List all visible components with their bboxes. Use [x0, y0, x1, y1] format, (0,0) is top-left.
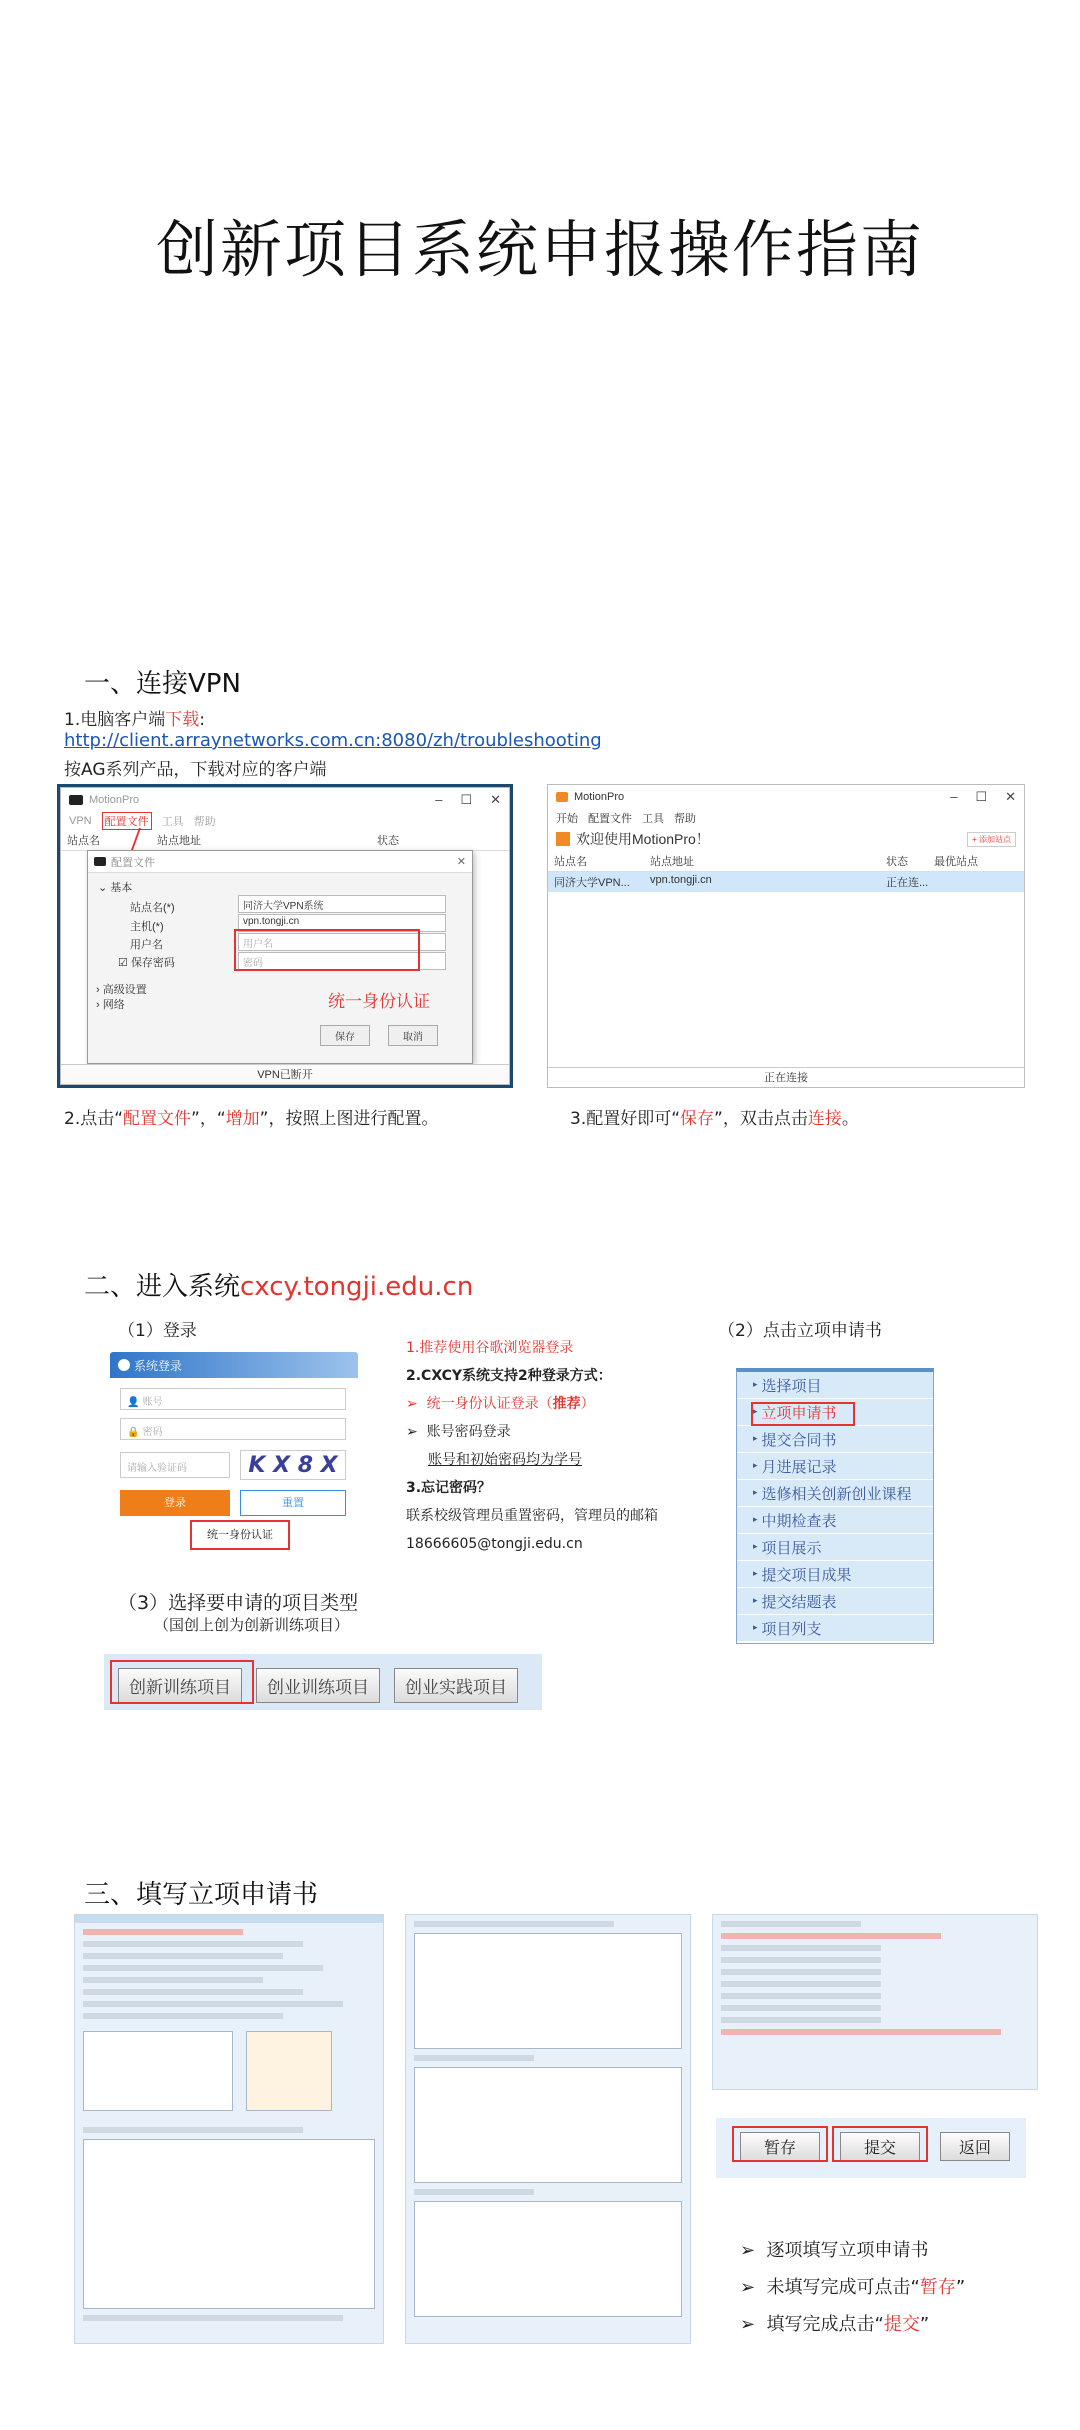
menu-item[interactable] — [737, 1534, 933, 1561]
form-line — [83, 2013, 283, 2019]
form-line — [83, 2001, 343, 2007]
cap2-c: ”，“ — [191, 1109, 226, 1129]
menu-item[interactable] — [737, 1588, 933, 1615]
menu-config[interactable]: 配置文件 — [102, 812, 152, 830]
close-icon[interactable]: ✕ — [1005, 789, 1016, 804]
menu-item-label: 立项申请书 — [761, 1403, 837, 1422]
login-panel — [110, 1352, 358, 1542]
note-account-text: 账号密码登录 — [426, 1424, 511, 1440]
menu-item-label: 中期检查表 — [761, 1511, 837, 1530]
dialog-titlebar — [88, 851, 472, 873]
note-unified-close: ） — [580, 1396, 595, 1412]
instruction-fill-text: 逐项填写立项申请书 — [766, 2240, 929, 2261]
unified-auth-button[interactable]: 统一身份认证 — [190, 1520, 290, 1550]
lock-icon: 🔒 — [127, 1427, 140, 1438]
submit-highlight — [832, 2126, 928, 2162]
caret-right-icon: ▸ — [753, 1569, 758, 1579]
form-line — [83, 2315, 343, 2321]
chevron-down-icon[interactable]: ⌄ — [98, 882, 108, 894]
download-colon: : — [199, 710, 205, 730]
menu-start[interactable]: 开始 — [556, 813, 578, 825]
col-site-address: 站点地址 — [157, 835, 201, 847]
menu-item-label: 项目列支 — [761, 1619, 822, 1638]
section1-heading: 一、连接VPN — [84, 669, 241, 699]
admin-email: 18666605@tongji.edu.cn — [406, 1536, 583, 1552]
caret-right-icon: ▸ — [753, 1515, 758, 1525]
form-line — [83, 1989, 303, 1995]
form-line — [83, 1953, 283, 1959]
dialog-cancel-button[interactable]: 取消 — [388, 1025, 438, 1046]
type-step-label: （3）选择要申请的项目类型 — [118, 1592, 359, 1614]
download-prefix: 1.电脑客户端 — [64, 710, 166, 730]
save-password-row — [118, 954, 175, 970]
captcha-input[interactable]: 请输入验证码 — [120, 1452, 230, 1478]
username-label: 用户名 — [130, 939, 163, 951]
window-controls — [435, 792, 501, 808]
caption-step2 — [64, 1104, 438, 1129]
menu-item[interactable] — [737, 1561, 933, 1588]
instruction-submit: ➢ 填写完成点击“提交” — [740, 2314, 930, 2335]
advanced-group[interactable]: › 高级设置 — [96, 984, 147, 996]
maximize-icon[interactable]: ☐ — [975, 789, 988, 804]
note-initial-password: 账号和初始密码均为学号 — [428, 1452, 582, 1468]
col-best-site: 最优站点 — [934, 856, 978, 868]
caret-right-icon: ▸ — [753, 1434, 758, 1444]
form-line — [721, 1945, 881, 1951]
menu-tools[interactable]: 工具 — [161, 816, 184, 828]
instruction-save-close: ” — [955, 2277, 966, 2298]
note-recommended: 推荐 — [552, 1396, 581, 1412]
window-controls — [950, 789, 1016, 805]
cap3-e: 。 — [841, 1109, 859, 1129]
minimize-icon[interactable]: – — [950, 789, 958, 804]
save-password-label: 保存密码 — [130, 957, 175, 969]
cap3-a: 3.配置好即可“ — [570, 1109, 681, 1129]
welcome-bar — [548, 827, 1024, 851]
form-line — [83, 1965, 323, 1971]
instruction-fill: ➢ 逐项填写立项申请书 — [740, 2240, 929, 2261]
row-site-name: 同济大学VPN... — [554, 877, 630, 889]
menu-item-label: 提交合同书 — [761, 1430, 837, 1449]
form-line — [414, 1921, 614, 1927]
save-draft-button[interactable]: 暂存 — [740, 2132, 820, 2161]
menu-item-label: 选修相关创新创业课程 — [761, 1484, 912, 1503]
menu-item-label: 项目展示 — [761, 1538, 822, 1557]
caret-right-icon: ▸ — [753, 1380, 758, 1390]
form-line — [721, 1921, 861, 1927]
login-button[interactable]: 登录 — [120, 1490, 230, 1516]
menu-item[interactable] — [737, 1426, 933, 1453]
rich-text-editor-2[interactable] — [414, 2067, 682, 2183]
cap3-connect: 连接 — [807, 1109, 842, 1129]
menu-item[interactable] — [737, 1615, 933, 1642]
username-field[interactable]: 用户名 — [238, 933, 446, 951]
advanced-label: 高级设置 — [102, 984, 147, 996]
caret-right-icon: ▸ — [753, 1488, 758, 1498]
row-site-address: vpn.tongji.cn — [650, 874, 712, 886]
site-table-header — [548, 851, 1024, 872]
note-unified-login: ➢ 统一身份认证登录（推荐） — [406, 1396, 595, 1412]
vpn-config-screenshot — [57, 784, 513, 1088]
welcome-text: 欢迎使用MotionPro！ — [576, 831, 710, 847]
note-forgot-password: 3.忘记密码？ — [406, 1480, 492, 1496]
app-name: MotionPro — [89, 794, 140, 806]
menu-vpn[interactable]: VPN — [69, 815, 92, 827]
form-screenshot-budget — [712, 1914, 1038, 2090]
basic-group — [98, 879, 462, 895]
menu-item-label: 月进展记录 — [761, 1457, 837, 1476]
instruction-save: ➢ 未填写完成可点击“暂存” — [740, 2277, 966, 2298]
reset-button[interactable]: 重置 — [240, 1490, 346, 1516]
minimize-icon[interactable]: – — [435, 792, 443, 807]
section2-heading — [84, 1266, 473, 1303]
table-row[interactable] — [548, 872, 1024, 892]
document-title: 创新项目系统申报操作指南 — [155, 213, 924, 286]
member-note-box — [246, 2031, 332, 2111]
entrepreneurship-practice-button[interactable]: 创业实践项目 — [394, 1668, 518, 1703]
status-bar: 正在连接 — [548, 1067, 1024, 1087]
motionpro-window — [60, 787, 510, 1085]
form-warning-line — [721, 1933, 941, 1939]
form-line — [83, 1941, 303, 1947]
login-notes — [406, 1334, 658, 1558]
form-screenshot-basic-info — [74, 1914, 384, 2344]
row-status: 正在连... — [886, 877, 929, 889]
download-line — [64, 705, 205, 730]
section2-heading-text: 二、进入系统 — [84, 1272, 241, 1302]
note-account-login: ➢ 账号密码登录 — [406, 1424, 511, 1440]
unified-auth-highlight — [234, 929, 420, 971]
cap3-save: 保存 — [680, 1109, 715, 1129]
dialog-icon — [94, 857, 106, 866]
caret-right-icon: ▸ — [753, 1407, 758, 1417]
col-status: 状态 — [886, 856, 908, 868]
password-placeholder: 密码 — [142, 1427, 163, 1438]
app-name: MotionPro — [574, 791, 625, 803]
menubar — [548, 809, 1024, 827]
instruction-save-word: 暂存 — [919, 2277, 956, 2298]
col-status: 状态 — [377, 835, 399, 847]
caret-right-icon: ▸ — [753, 1461, 758, 1471]
network-label: 网络 — [102, 999, 125, 1011]
form-line — [721, 1993, 881, 1999]
download-instruction: 按AG系列产品，下载对应的客户端 — [64, 760, 327, 780]
dialog-close-icon[interactable]: ✕ — [456, 856, 466, 868]
project-nav-menu — [736, 1368, 934, 1644]
host-field[interactable]: vpn.tongji.cn — [238, 914, 446, 932]
site-table-header — [61, 830, 509, 851]
menu-item[interactable] — [737, 1453, 933, 1480]
user-icon: 👤 — [127, 1397, 140, 1408]
caret-right-icon: ▸ — [753, 1623, 758, 1633]
menu-item-label: 选择项目 — [761, 1376, 822, 1395]
add-site-button[interactable]: + 添加站点 — [967, 832, 1016, 847]
section3-heading: 三、填写立项申请书 — [84, 1880, 319, 1910]
col-site-name: 站点名 — [67, 835, 100, 847]
submit-button[interactable]: 提交 — [840, 2132, 920, 2161]
form-warning-line — [83, 1929, 243, 1935]
entrepreneurship-training-button[interactable]: 创业训练项目 — [256, 1668, 380, 1703]
cap3-c: ”，双击点击 — [714, 1109, 808, 1129]
captcha-image[interactable]: K X 8 X — [240, 1450, 346, 1480]
innovation-training-button[interactable]: 创新训练项目 — [118, 1668, 242, 1703]
login-step-label: （1）登录 — [118, 1321, 197, 1341]
note-browser: 1.推荐使用谷歌浏览器登录 — [406, 1340, 574, 1356]
type-step-note: （国创上创为创新训练项目） — [154, 1616, 350, 1634]
app-icon — [69, 795, 83, 805]
col-site-name: 站点名 — [554, 856, 587, 868]
form-header-bar — [75, 1915, 383, 1923]
site-name-label: 站点名(*) — [130, 902, 175, 914]
network-group[interactable]: › 网络 — [96, 999, 125, 1011]
form-line — [83, 1977, 263, 1983]
checkbox-checked-icon[interactable]: ☑ — [118, 957, 128, 969]
menu-help[interactable]: 帮助 — [674, 813, 696, 825]
password-field[interactable]: 密码 — [238, 952, 446, 970]
titlebar — [61, 788, 509, 812]
dialog-title: 配置文件 — [111, 856, 155, 869]
cap2-add: 增加 — [225, 1109, 260, 1129]
welcome-icon — [556, 832, 570, 846]
form-warning-line — [721, 2029, 1001, 2035]
titlebar — [548, 785, 1024, 809]
innovation-highlight — [110, 1660, 254, 1704]
note-contact-admin: 联系校级管理员重置密码，管理员的邮箱 — [406, 1508, 658, 1524]
system-url[interactable]: cxcy.tongji.edu.cn — [240, 1272, 474, 1302]
instruction-submit-word: 提交 — [883, 2314, 920, 2335]
login-panel-title: 系统登录 — [134, 1358, 183, 1373]
unified-auth-annotation: 统一身份认证 — [328, 992, 430, 1012]
form-screenshot-editors — [405, 1914, 691, 2344]
status-bar: VPN已断开 — [61, 1064, 509, 1084]
project-type-bar — [104, 1654, 542, 1710]
menubar — [61, 812, 509, 830]
apply-item-highlight — [751, 1402, 855, 1426]
instruction-submit-close: ” — [919, 2314, 930, 2335]
cap2-a: 2.点击“ — [64, 1109, 124, 1129]
cap2-config: 配置文件 — [123, 1109, 192, 1129]
caption-step3 — [570, 1104, 859, 1129]
password-input[interactable] — [120, 1418, 346, 1440]
instruction-save-text: 未填写完成可点击“ — [766, 2277, 920, 2298]
account-placeholder: 账号 — [142, 1397, 163, 1408]
config-dialog — [87, 850, 473, 1064]
vpn-connect-screenshot — [547, 784, 1025, 1088]
login-panel-header — [110, 1352, 358, 1378]
download-word: 下载 — [165, 710, 200, 730]
dialog-save-button[interactable]: 保存 — [320, 1025, 370, 1046]
site-name-field[interactable]: 同济大学VPN系统 — [238, 895, 446, 913]
menu-config[interactable]: 配置文件 — [588, 813, 632, 825]
form-line — [414, 2189, 534, 2195]
caret-right-icon: ▸ — [753, 1596, 758, 1606]
menu-item[interactable] — [737, 1480, 933, 1507]
menu-item-label: 提交结题表 — [761, 1592, 837, 1611]
rich-text-editor-1[interactable] — [414, 1933, 682, 2049]
menu-item[interactable] — [737, 1372, 933, 1399]
project-intro-editor[interactable] — [83, 2139, 375, 2309]
note-unified-text: 统一身份认证登录（ — [426, 1396, 553, 1412]
basic-group-label: 基本 — [110, 882, 133, 894]
menu-help[interactable]: 帮助 — [193, 816, 216, 828]
instruction-submit-text: 填写完成点击“ — [766, 2314, 884, 2335]
form-action-bar — [716, 2118, 1026, 2178]
form-line — [721, 2005, 881, 2011]
note-login-methods: 2.CXCY系统支持2种登录方式： — [406, 1368, 612, 1384]
rich-text-editor-3[interactable] — [414, 2201, 682, 2317]
client-download-link[interactable]: http://client.arraynetworks.com.cn:8080/zh/troubleshooting — [64, 730, 602, 751]
save-highlight — [732, 2126, 828, 2162]
caret-right-icon: ▸ — [753, 1542, 758, 1552]
apply-step-label: （2）点击立项申请书 — [718, 1321, 882, 1341]
form-line — [721, 1981, 881, 1987]
menu-item-label: 提交项目成果 — [761, 1565, 852, 1584]
menu-tools[interactable]: 工具 — [642, 813, 664, 825]
form-line — [721, 2017, 881, 2023]
maximize-icon[interactable]: ☐ — [460, 792, 473, 807]
close-icon[interactable]: ✕ — [490, 792, 501, 807]
member-list-box[interactable] — [83, 2031, 233, 2111]
col-site-address: 站点地址 — [650, 856, 694, 868]
info-icon — [118, 1359, 130, 1371]
login-form — [110, 1378, 358, 1542]
section3-instructions — [740, 2232, 965, 2343]
host-label: 主机(*) — [130, 921, 164, 933]
form-line — [721, 1957, 881, 1963]
form-line — [721, 1969, 881, 1975]
cap2-e: ”，按照上图进行配置。 — [259, 1109, 439, 1129]
account-input[interactable] — [120, 1388, 346, 1410]
form-line — [414, 2055, 534, 2061]
add-site-label: 添加站点 — [979, 834, 1011, 844]
app-icon — [556, 792, 568, 802]
menu-item[interactable] — [737, 1507, 933, 1534]
form-line — [83, 2127, 303, 2133]
dialog-body — [88, 873, 472, 1063]
back-button[interactable]: 返回 — [940, 2132, 1010, 2161]
